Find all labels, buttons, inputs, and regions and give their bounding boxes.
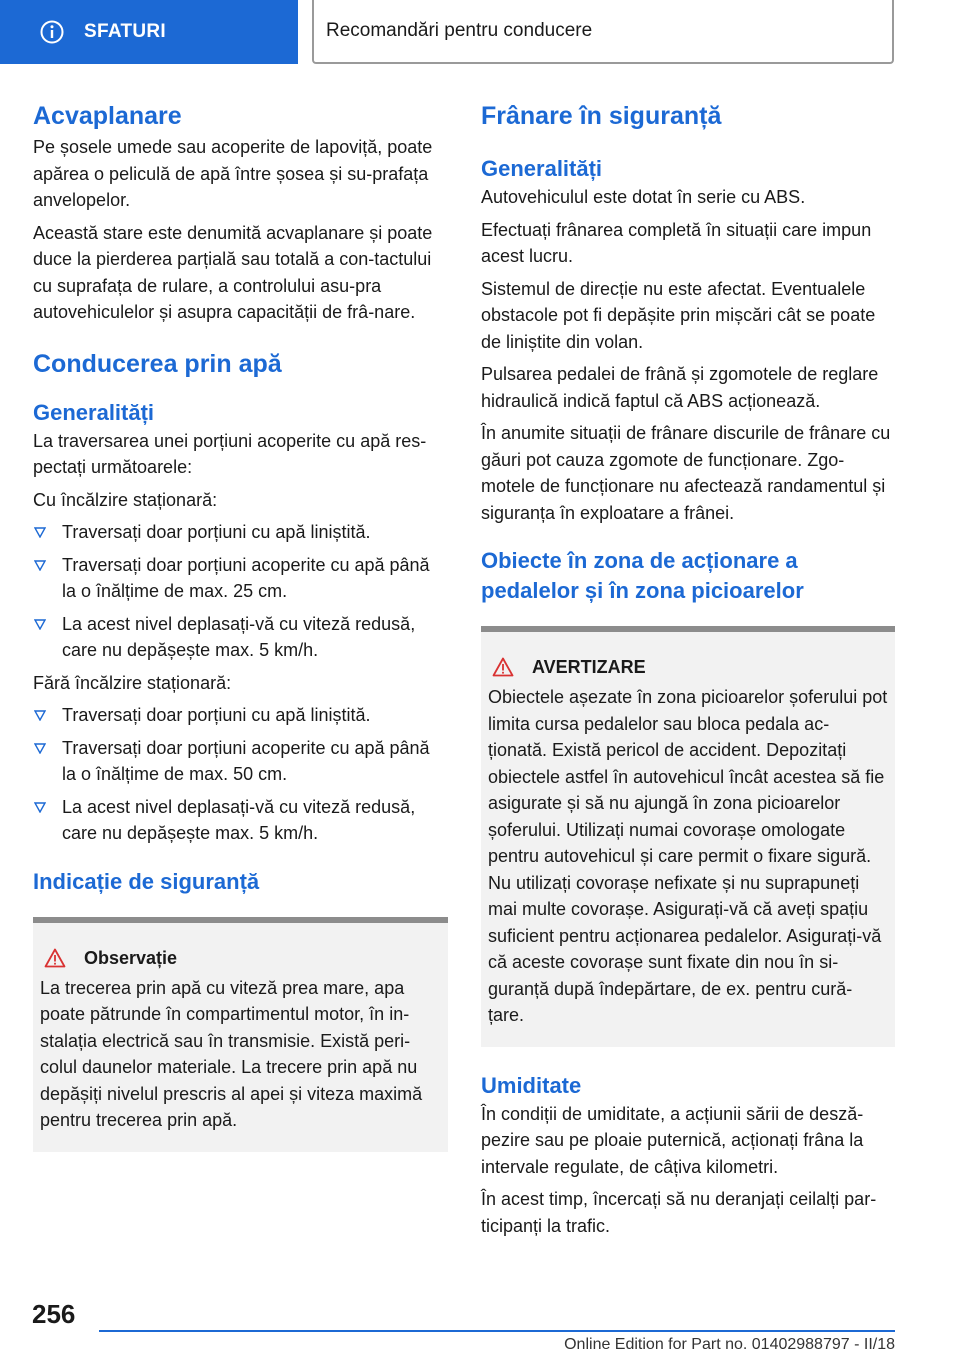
page-number: 256: [32, 1299, 76, 1329]
section-tab: [0, 0, 298, 64]
braking-paragraph-5: În anumite situații de frânare discurile de frânare cu găuri pot cauza zgomote de funcționare. Zgo-motele de funcționare nu afectează randamentul și siguranța în exploatare a frânei.: [481, 423, 891, 523]
aquaplaning-title: Acvaplanare: [33, 102, 182, 130]
aquaplaning-paragraph-1: Pe șosele umede sau acoperite de lapoviță, poate apărea o peliculă de apă între șosea și su-prafața anvelopelor.: [33, 137, 433, 210]
chapter-header: [312, 0, 894, 64]
warning-triangle-icon: [44, 948, 66, 968]
list-item: La acest nivel deplasați-vă cu viteză redusă, care nu depășește max. 5 km/h.: [33, 611, 448, 664]
water-general-title: Generalități: [33, 399, 155, 425]
right-column: [481, 100, 895, 1239]
heated-label: Cu încălzire staționară:: [33, 489, 218, 510]
list-item: Traversați doar porțiuni cu apă liniștită.: [33, 702, 448, 729]
humidity-title: Umiditate: [481, 1072, 582, 1098]
humidity-paragraph-2: În acest timp, încercați să nu deranjați ceilalți par-ticipanți la trafic.: [481, 1189, 877, 1236]
warning-triangle-icon: [492, 657, 514, 677]
footer-divider: [99, 1330, 895, 1332]
bullet-triangle-icon: [34, 527, 46, 538]
braking-paragraph-3: Sistemul de direcție nu este afectat. Eventualele obstacole pot fi depășite prin mișcări cât se poate de liniștite din volan.: [481, 278, 876, 352]
list-item: Traversați doar porțiuni cu apă liniștită.: [33, 519, 448, 546]
unheated-list: [33, 702, 448, 847]
aquaplaning-paragraph-2: Această stare este denumită acvaplanare și poate duce la pierderea parțială sau totală a con-tactului cu suprafața de rulare, a controlului asu-pra autovehiculelor și asupra capacității de frâ-nare.: [33, 222, 433, 322]
warning-box: [481, 626, 895, 1047]
braking-title: Frânare în siguranță: [481, 102, 722, 130]
humidity-paragraph-1: În condiții de umiditate, a acțiunii sării de desză-pezire sau pe ploaie puternică, acționați frâna la intervale regulate, de câțiva kilometri.: [481, 1103, 864, 1177]
notice-box: [33, 917, 448, 1152]
braking-paragraph-1: Autovehiculul este dotat în serie cu ABS.: [481, 187, 806, 207]
warning-title: AVERTIZARE: [488, 654, 888, 680]
bullet-triangle-icon: [34, 560, 46, 571]
braking-general-title: Generalități: [481, 156, 603, 181]
braking-paragraph-4: Pulsarea pedalei de frână și zgomotele de reglare hidraulică indică faptul că ABS acționează.: [481, 364, 879, 411]
list-item: Traversați doar porțiuni acoperite cu apă până la o înălțime de max. 25 cm.: [33, 552, 448, 605]
left-column: [33, 100, 448, 1152]
chapter-title: Recomandări pentru conducere: [326, 20, 593, 41]
bullet-triangle-icon: [34, 802, 46, 813]
list-item: La acest nivel deplasați-vă cu viteză redusă, care nu depășește max. 5 km/h.: [33, 794, 448, 847]
objects-title: Obiecte în zona de acționare a pedalelor și în zona picioarelor: [481, 548, 804, 603]
braking-paragraph-2: Efectuați frânarea completă în situații care impun acest lucru.: [481, 219, 872, 266]
notice-title: Observație: [40, 945, 441, 971]
notice-text: La trecerea prin apă cu viteză prea mare, apa poate pătrunde în compartimentul motor, în in-stalația electrică sau în transmisie. Există peri-colul daunelor materiale. La trecere prin apă nu depășiți nivelul prescris al apei și viteza maximă pentru trecerea prin apă.: [40, 977, 423, 1130]
info-icon: [40, 20, 64, 44]
edition-text: Online Edition for Part no. 01402988797 - II/18: [564, 1336, 895, 1353]
bullet-triangle-icon: [34, 619, 46, 630]
unheated-label: Fără încălzire staționară:: [33, 672, 232, 693]
warning-text: Obiectele așezate în zona picioarelor șoferului pot limita cursa pedalelor sau bloca pedala ac-ționată. Există pericol de accident. Depozitați obiectele astfel în autovehicul încât acestea să fie asigurate și să nu ajungă în zona picioarelor șoferului. Utilizați numai covorașe omologate pentru autovehicul și care permit o fixare sigură. Nu utilizați covorașe nefixate și nu suprapuneți mai multe covorașe. Asigurați-vă că aveți spațiu suficient pentru acționarea pedalelor. Asigurați-vă că aceste covorașe sunt fixate din nou în si-guranță după îndepărtare, de ex. pentru cură-țare.: [488, 687, 888, 1025]
list-item: Traversați doar porțiuni acoperite cu apă până la o înălțime de max. 50 cm.: [33, 735, 448, 788]
section-label: SFATURI: [84, 21, 166, 42]
safety-title: Indicație de siguranță: [33, 868, 260, 894]
bullet-triangle-icon: [34, 743, 46, 754]
water-driving-title: Conducerea prin apă: [33, 349, 282, 378]
bullet-triangle-icon: [34, 710, 46, 721]
water-intro: La traversarea unei porțiuni acoperite cu apă res-pectați următoarele:: [33, 430, 427, 477]
heated-list: [33, 519, 448, 664]
